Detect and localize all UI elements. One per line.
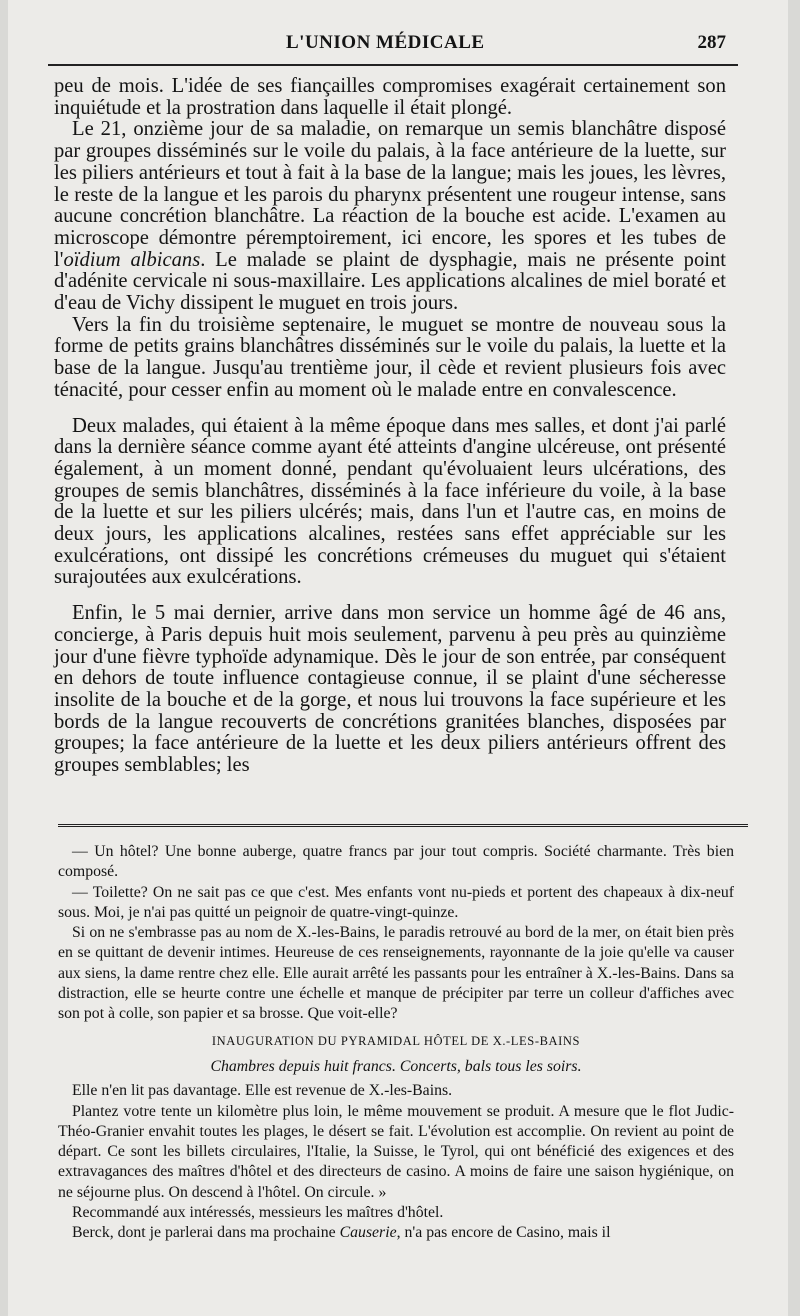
paragraph-day-21 [54,119,726,314]
feuilleton-paragraph: Si on ne s'embrasse pas au nom de X.-les-Bains, le paradis retrouvé au bord de la mer, on était bien près en se quittant de devenir intimes. Heureuse de ces renseignements, rayonnante de la joie qu'elle va causer aux siens, la dame rentre chez elle. Elle aurait arrêté les passants pour les entraîner à X.-les-Bains. Dans sa distraction, elle se heurte contre une échelle et manque de précipiter par terre un colleur d'affiches avec son pot à colle, son papier et sa brosse. Que voit-elle? [58,924,734,1023]
journal-page [8,0,788,1316]
feuilleton-paragraph: Elle n'en lit pas davantage. Elle est revenue de X.-les-Bains. [72,1082,453,1100]
italic-title: Causerie [339,1224,397,1242]
paragraph-continued: peu de mois. L'idée de ses fiançailles compromises exagérait certainement son inquiétude et la prostration dans laquelle il était plongé. [54,75,726,119]
feuilleton-paragraph: — Un hôtel? Une bonne auberge, quatre francs par jour tout compris. Société charmante. Très bien composé. [58,843,734,881]
paragraph-text: Le 21, onzième jour de sa maladie, on remarque un semis blanchâtre disposé par groupes disséminés sur le voile du palais, à la face antérieure de la luette, sur les piliers antérieurs et tout à fait à la base de la langue; mais les joues, les lèvres, le reste de la langue et les parois du pharynx présentent une rougeur intense, sans aucune concrétion blanchâtre. La réaction de la bouche est acide. L'examen au microscope démontre péremptoirement, ici encore, les spores et les tubes de l' [54,118,726,271]
paragraph-third-septenary: Vers la fin du troisième septenaire, le muguet se montre de nouveau sous la forme de petits grains blanchâtres disséminés sur le voile du palais, la luette et la base de la langue. Jusqu'au trentième jour, il cède et revient plusieurs fois avec ténacité, pour cesser enfin au moment où le malade entre en convalescence. [54,313,726,401]
feuilleton-paragraph [58,1223,734,1243]
paragraph-text: . Le malade se plaint de dysphagie, mais ne présente point d'adénite cervicale ni sous-maxillaire. Les applications alcalines de miel boraté et d'eau de Vichy dissipent le muguet en trois jours. [54,248,726,315]
page-number: 287 [697,32,726,53]
feuilleton-text [58,842,734,1244]
feuilleton-paragraph: Plantez votre tente un kilomètre plus loin, le même mouvement se produit. A mesure que le flot Judic-Théo-Granier envahit toutes les plages, le désert se fait. L'évolution est accomplie. On revient au point de départ. Ce sont les billets circulaires, l'Italie, la Suisse, le Tyrol, qui ont bénéficié des exigences et des extravagances des maîtres d'hôtel et des directeurs de casino. A moins de faire une saison hygiénique, on ne séjourne plus. On descend à l'hôtel. On circule. » [58,1102,734,1201]
main-text [54,76,726,777]
paragraph-two-patients: Deux malades, qui étaient à la même époque dans mes salles, et dont j'ai parlé dans la dernière séance comme ayant été atteints d'angine ulcéreuse, ont présenté également, à un moment donné, pendant qu'évoluaient leurs ulcérations, des groupes de semis blanchâtres, disséminés à la face inférieure du voile, à la base de la luette et sur les piliers ulcérés; mais, dans l'un et l'autre cas, en moins de deux jours, les applications alcalines, restées sans effet appréciable sur les exulcérations, ont dissipé les concrétions crémeuses du muguet qui s'étaient surajoutées aux exulcérations. [54,414,726,589]
running-title: L'UNION MÉDICALE [286,32,485,53]
feuilleton-text-span: , n'a pas encore de Casino, mais il [396,1224,611,1242]
feuilleton-text-span: Berck, dont je parlerai dans ma prochaine [72,1224,340,1242]
feuilleton-paragraph: — Toilette? On ne sait pas ce que c'est. Mes enfants vont nu-pieds et portent des chapeaux à dix-neuf sous. Moi, je n'ai pas quitté un peignoir de quatre-vingt-quinze. [58,883,734,921]
page-header [48,28,746,58]
header-rule [48,64,738,66]
feuilleton-paragraph: Recommandé aux intéressés, messieurs les maîtres d'hôtel. [72,1204,444,1222]
poster-subheading: Chambres depuis huit francs. Concerts, bals tous les soirs. [210,1057,582,1075]
paragraph-may-case: Enfin, le 5 mai dernier, arrive dans mon service un homme âgé de 46 ans, concierge, à Paris depuis huit mois seulement, parvenu à peu près au quinzième jour d'une fièvre typhoïde adynamique. Dès le jour de son entrée, par conséquent en dehors de toute influence contagieuse connue, il se plaint d'une sécheresse insolite de la bouche et de la gorge, et nous lui trouvons la face supérieure et les bords de la langue recouverts de concrétions granitées blanches, disposées par groupes; la face antérieure de la luette et les deux piliers antérieurs offrent des groupes semblables; les [54,602,726,777]
poster-heading: INAUGURATION DU PYRAMIDAL HÔTEL DE X.-LES-BAINS [211,1033,581,1048]
italic-term: oïdium albicans [63,248,201,271]
feuilleton-rule [58,824,748,830]
